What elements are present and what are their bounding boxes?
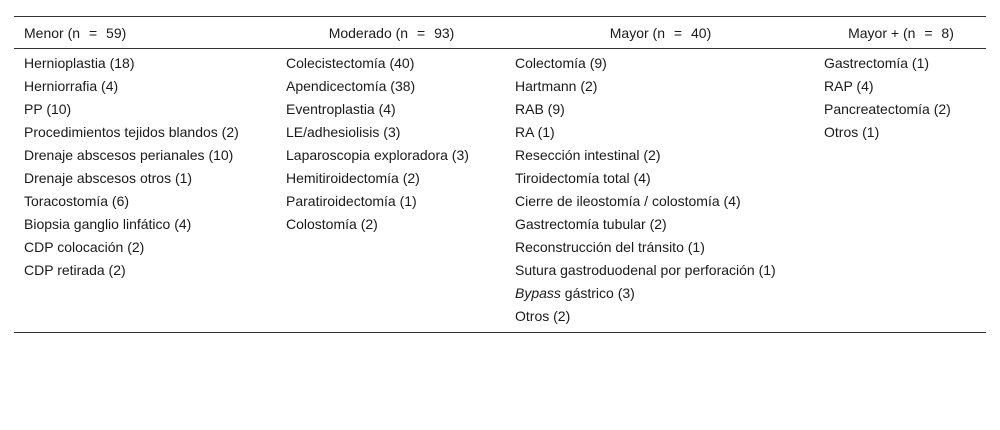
cell-mayor: Sutura gastroduodenal por perforación (1)	[515, 262, 776, 278]
table-row	[14, 75, 986, 98]
cell-mayor: Colectomía (9)	[515, 55, 607, 71]
cell-moderado: Paratiroidectomía (1)	[286, 193, 417, 209]
cell-menor: Herniorrafia (4)	[24, 78, 119, 94]
table-row	[14, 213, 986, 236]
cell-mayor-plus	[814, 144, 986, 167]
cell-moderado: Colostomía (2)	[286, 216, 378, 232]
header-menor-n: 59)	[106, 24, 127, 41]
table-row	[14, 121, 986, 144]
cell-mayor-plus: Pancreatectomía (2)	[824, 101, 951, 117]
table-header	[14, 17, 986, 49]
cell-mayor-plus: Otros (1)	[824, 124, 880, 140]
header-mayor-plus-label: Mayor + (n	[848, 24, 916, 41]
cell-mayor: Cierre de ileostomía / colostomía (4)	[515, 193, 741, 209]
header-menor-label: Menor (n	[24, 24, 81, 41]
header-moderado-n: 93)	[434, 24, 455, 41]
cell-menor: Drenaje abscesos perianales (10)	[24, 147, 234, 163]
header-moderado	[276, 17, 505, 49]
cell-menor: Procedimientos tejidos blandos (2)	[24, 124, 239, 140]
cell-moderado	[276, 236, 505, 259]
cell-mayor-plus	[814, 213, 986, 236]
cell-mayor: RA (1)	[515, 124, 555, 140]
cell-menor: Biopsia ganglio linfático (4)	[24, 216, 192, 232]
table-row	[14, 167, 986, 190]
cell-mayor	[505, 282, 814, 305]
cell-menor: Hernioplastia (18)	[24, 55, 135, 71]
cell-mayor-plus	[814, 282, 986, 305]
table-row	[14, 236, 986, 259]
table-row	[14, 98, 986, 121]
cell-menor: CDP retirada (2)	[24, 262, 126, 278]
cell-moderado	[276, 305, 505, 333]
cell-mayor: Tiroidectomía total (4)	[515, 170, 651, 186]
header-mayor-plus	[814, 17, 986, 49]
header-menor	[14, 17, 276, 49]
cell-moderado: Apendicectomía (38)	[286, 78, 416, 94]
cell-moderado	[276, 282, 505, 305]
table-row	[14, 190, 986, 213]
cell-mayor-rest: gástrico (3)	[560, 285, 635, 301]
cell-mayor-plus	[814, 259, 986, 282]
cell-moderado: Colecistectomía (40)	[286, 55, 415, 71]
cell-mayor: Otros (2)	[515, 308, 571, 324]
cell-menor	[14, 282, 276, 305]
table-row	[14, 305, 986, 333]
cell-mayor: RAB (9)	[515, 101, 565, 117]
cell-moderado: Eventroplastia (4)	[286, 101, 396, 117]
header-moderado-eq: =	[416, 24, 426, 41]
cell-mayor: Gastrectomía tubular (2)	[515, 216, 667, 232]
header-mayor-plus-eq: =	[924, 24, 933, 41]
cell-menor: PP (10)	[24, 101, 72, 117]
cell-moderado	[276, 259, 505, 282]
header-mayor-eq: =	[673, 24, 683, 41]
cell-mayor-plus	[814, 190, 986, 213]
table-row	[14, 144, 986, 167]
cell-menor: Drenaje abscesos otros (1)	[24, 170, 193, 186]
header-mayor-n: 40)	[691, 24, 712, 41]
cell-moderado: Laparoscopia exploradora (3)	[286, 147, 469, 163]
table-row	[14, 49, 986, 76]
cell-mayor-plus: Gastrectomía (1)	[824, 55, 930, 71]
cell-mayor-plus: RAP (4)	[824, 78, 874, 94]
cell-moderado: Hemitiroidectomía (2)	[286, 170, 420, 186]
cell-mayor: Reconstrucción del tránsito (1)	[515, 239, 705, 255]
cell-menor: CDP colocación (2)	[24, 239, 145, 255]
table-row	[14, 282, 986, 305]
procedures-table	[14, 16, 986, 333]
cell-mayor: Hartmann (2)	[515, 78, 598, 94]
header-menor-eq: =	[88, 24, 98, 41]
cell-mayor-plus	[814, 305, 986, 333]
header-row	[14, 17, 986, 49]
header-mayor	[505, 17, 814, 49]
header-mayor-plus-n: 8)	[941, 24, 954, 41]
procedures-table-container	[14, 16, 986, 333]
table-row	[14, 259, 986, 282]
cell-mayor-plus	[814, 236, 986, 259]
header-moderado-label: Moderado (n	[328, 24, 409, 41]
cell-mayor: Resección intestinal (2)	[515, 147, 661, 163]
cell-mayor-plus	[814, 167, 986, 190]
header-mayor-label: Mayor (n	[609, 24, 665, 41]
cell-menor: Toracostomía (6)	[24, 193, 130, 209]
cell-moderado: LE/adhesiolisis (3)	[286, 124, 401, 140]
cell-mayor-italic: Bypass	[515, 285, 561, 301]
cell-menor	[14, 305, 276, 333]
table-body	[14, 49, 986, 333]
